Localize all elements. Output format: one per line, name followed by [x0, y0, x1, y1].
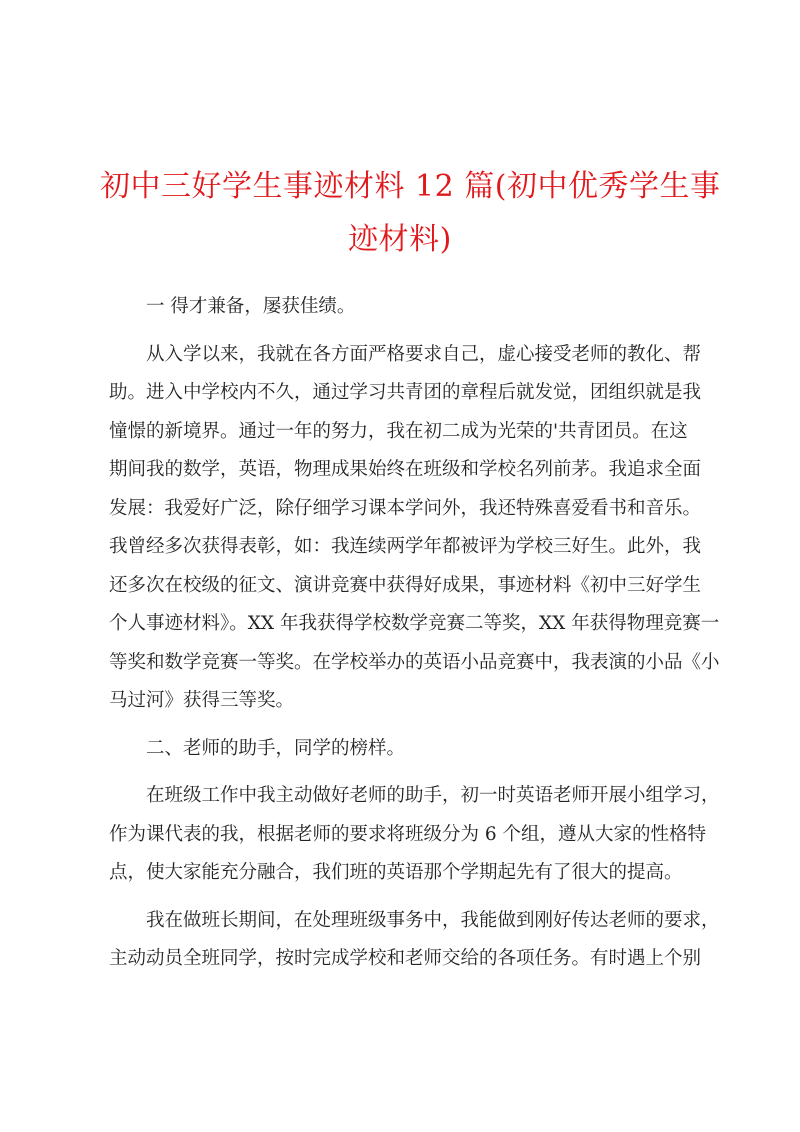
paragraph [109, 902, 720, 979]
text-line: 还多次在校级的征文、演讲竞赛中获得好成果，事迹材料《初中三好学生 [109, 574, 702, 596]
section-heading-2 [109, 730, 709, 769]
document-body [109, 288, 720, 979]
paragraph [109, 336, 720, 721]
text-line: 发展：我爱好广泛，除仔细学习课本学问外，我还特殊喜爱看书和音乐。 [109, 497, 702, 519]
text-line: 一 得才兼备，屡获佳绩。 [146, 296, 356, 317]
text-line: 主动动员全班同学，按时完成学校和老师交给的各项任务。有时遇上个别 [109, 948, 702, 969]
text-line: 我曾经多次获得表彰，如：我连续两学年都被评为学校三好生。此外，我 [109, 536, 702, 557]
section-heading-1 [109, 288, 709, 327]
text-line: 等奖和数学竞赛一等奖。在学校举办的英语小品竞赛中，我表演的小品《小 [109, 651, 720, 673]
title-line: 初中三好学生事迹材料 12 篇(初中优秀学生事 [100, 169, 721, 204]
text-line: 二、老师的助手，同学的榜样。 [146, 737, 406, 759]
text-line: 助。进入中学校内不久，通过学习共青团的章程后就发觉，团组织就是我 [109, 382, 702, 403]
text-line: 个人事迹材料》。XX 年我获得学校数学竞赛二等奖，XX 年获得物理竞赛一 [109, 613, 720, 634]
text-line: 从入学以来，我就在各方面严格要求自己，虚心接受老师的教化、帮 [146, 343, 702, 365]
text-line: 憧憬的新境界。通过一年的努力，我在初二成为光荣的'共青团员。在这 [109, 420, 688, 442]
text-line: 我在做班长期间，在处理班级事务中，我能做到刚好传达老师的要求， [146, 909, 720, 931]
text-line: 期间我的数学，英语，物理成果始终在班级和学校名列前茅。我追求全面 [109, 459, 702, 480]
title-line: 迹材料) [348, 222, 452, 257]
paragraph [109, 777, 720, 893]
text-line: 马过河》获得三等奖。 [109, 690, 295, 711]
text-line: 在班级工作中我主动做好老师的助手，初一时英语老师开展小组学习， [146, 785, 720, 806]
text-line: 点，使大家能充分融合，我们班的英语那个学期起先有了很大的提高。 [109, 862, 683, 883]
text-line: 作为课代表的我，根据老师的要求将班级分为 6 个组，遵从大家的性格特 [109, 823, 707, 845]
document-title [100, 160, 721, 266]
